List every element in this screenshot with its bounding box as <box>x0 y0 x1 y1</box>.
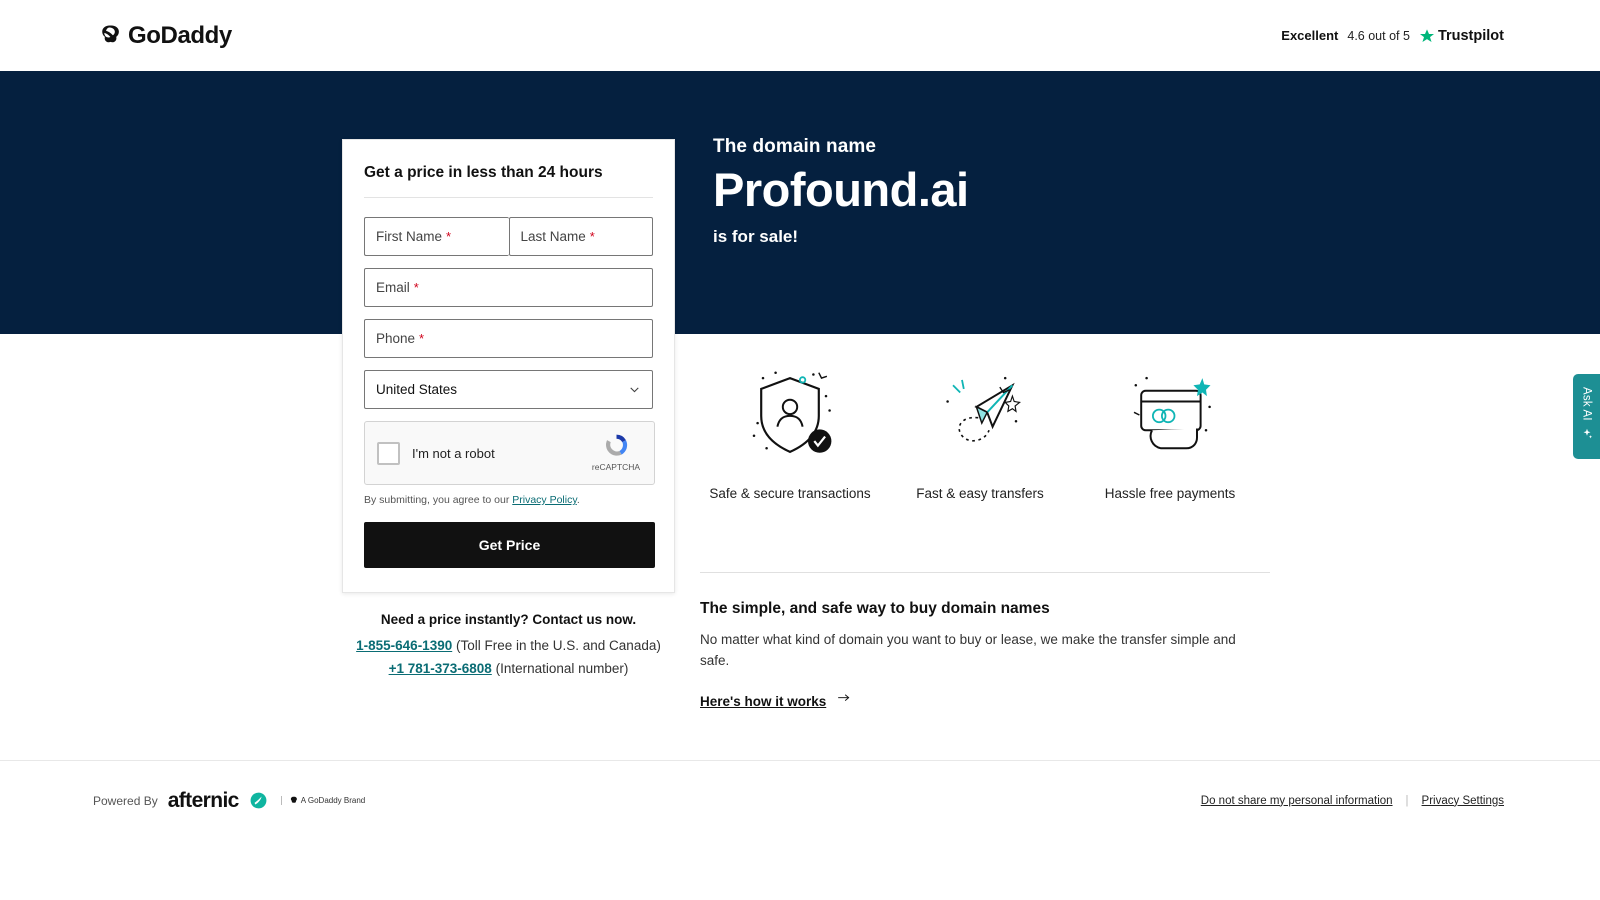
toll-free-line <box>342 638 675 653</box>
recaptcha-label: I'm not a robot <box>412 445 495 461</box>
hero-subtitle: is for sale! <box>713 226 799 246</box>
get-price-button[interactable]: Get Price <box>364 522 655 568</box>
phone-label: Phone <box>376 331 416 346</box>
site-header <box>0 0 1600 71</box>
form-title: Get a price in less than 24 hours <box>364 164 653 198</box>
contact-heading: Need a price instantly? Contact us now. <box>380 612 637 627</box>
first-name-field[interactable] <box>364 217 509 256</box>
trustpilot-brand-text: Trustpilot <box>1437 27 1504 44</box>
recaptcha-brand-text: reCAPTCHA <box>591 462 641 472</box>
info-title: The simple, and safe way to buy domain names <box>700 600 1050 617</box>
phone-required: * <box>419 331 425 346</box>
paper-plane-icon <box>890 360 1070 470</box>
email-required: * <box>413 280 419 295</box>
trustpilot-score: 4.6 out of 5 <box>1347 28 1410 43</box>
footer-branding <box>93 789 365 813</box>
hero-domain-name: Profound.ai <box>713 163 969 216</box>
chevron-down-icon <box>628 383 641 396</box>
afternic-logo-text: afternic <box>167 788 239 812</box>
recaptcha-checkbox[interactable] <box>377 442 400 465</box>
name-row <box>364 217 653 256</box>
first-name-required: * <box>446 229 452 244</box>
feature-label: Fast & easy transfers <box>916 486 1044 501</box>
sparkle-ai-icon <box>1580 427 1594 446</box>
first-name-label: First Name <box>376 229 443 244</box>
last-name-field[interactable] <box>509 217 654 256</box>
toll-free-note: (Toll Free in the U.S. and Canada) <box>455 638 661 653</box>
godaddy-brand-badge <box>281 796 365 805</box>
godaddy-logo-icon <box>98 24 121 47</box>
consent-suffix: . <box>576 494 580 506</box>
feature-label: Hassle free payments <box>1104 486 1236 501</box>
last-name-required: * <box>589 229 595 244</box>
toll-free-phone-link[interactable]: 1-855-646-1390 <box>356 638 453 653</box>
shield-check-icon <box>700 360 880 470</box>
info-body: No matter what kind of domain you want to buy or lease, we make the transfer simple and safe. <box>700 632 1236 668</box>
afternic-mark-icon <box>249 791 268 810</box>
country-selected-value: United States <box>376 382 458 397</box>
hero-kicker: The domain name <box>713 136 877 157</box>
recaptcha-widget[interactable] <box>364 421 655 485</box>
do-not-share-link[interactable]: Do not share my personal information <box>1200 794 1393 807</box>
godaddy-logo[interactable] <box>98 22 232 50</box>
ask-ai-label: Ask AI <box>1580 387 1593 421</box>
email-label: Email <box>376 280 410 295</box>
arrow-right-icon <box>835 693 853 710</box>
international-note: (International number) <box>495 661 629 676</box>
last-name-label: Last Name <box>520 229 586 244</box>
recaptcha-brand <box>588 431 644 472</box>
footer-links <box>1201 795 1504 807</box>
recaptcha-icon <box>602 431 631 460</box>
info-section <box>700 600 1240 710</box>
email-row <box>364 268 653 307</box>
country-row <box>364 370 653 409</box>
email-field[interactable] <box>364 268 653 307</box>
section-divider <box>700 572 1270 573</box>
how-it-works-label: Here's how it works <box>700 693 827 709</box>
privacy-policy-link[interactable]: Privacy Policy <box>512 494 577 506</box>
trustpilot-rating[interactable] <box>1281 28 1504 44</box>
how-it-works-link[interactable] <box>700 693 1240 710</box>
footer-separator: | <box>1405 794 1409 807</box>
feature-fast-transfers <box>890 360 1070 501</box>
feature-hassle-free-payments <box>1080 360 1260 501</box>
ask-ai-tab[interactable] <box>1573 374 1600 459</box>
international-line <box>342 661 675 676</box>
credit-card-hand-icon <box>1080 360 1260 470</box>
site-footer <box>0 760 1600 840</box>
trustpilot-star-icon <box>1419 28 1435 44</box>
trustpilot-rating-word: Excellent <box>1281 28 1339 43</box>
country-select[interactable] <box>364 370 653 409</box>
trustpilot-brand <box>1419 28 1504 44</box>
godaddy-brand-badge-text: A GoDaddy Brand <box>300 796 366 805</box>
hero-banner <box>0 71 1600 334</box>
international-phone-link[interactable]: +1 781-373-6808 <box>388 661 492 676</box>
consent-prefix: By submitting, you agree to our <box>364 494 513 506</box>
feature-safe-secure <box>700 360 880 501</box>
phone-row <box>364 319 653 358</box>
feature-label: Safe & secure transactions <box>709 486 871 501</box>
privacy-settings-link[interactable]: Privacy Settings <box>1421 794 1504 807</box>
godaddy-logo-text: GoDaddy <box>128 21 232 49</box>
features-row <box>700 360 1260 501</box>
lead-form-card <box>342 139 675 593</box>
contact-block <box>342 612 675 684</box>
consent-text <box>364 494 653 506</box>
powered-by-label: Powered By <box>93 793 158 808</box>
phone-field[interactable] <box>364 319 653 358</box>
